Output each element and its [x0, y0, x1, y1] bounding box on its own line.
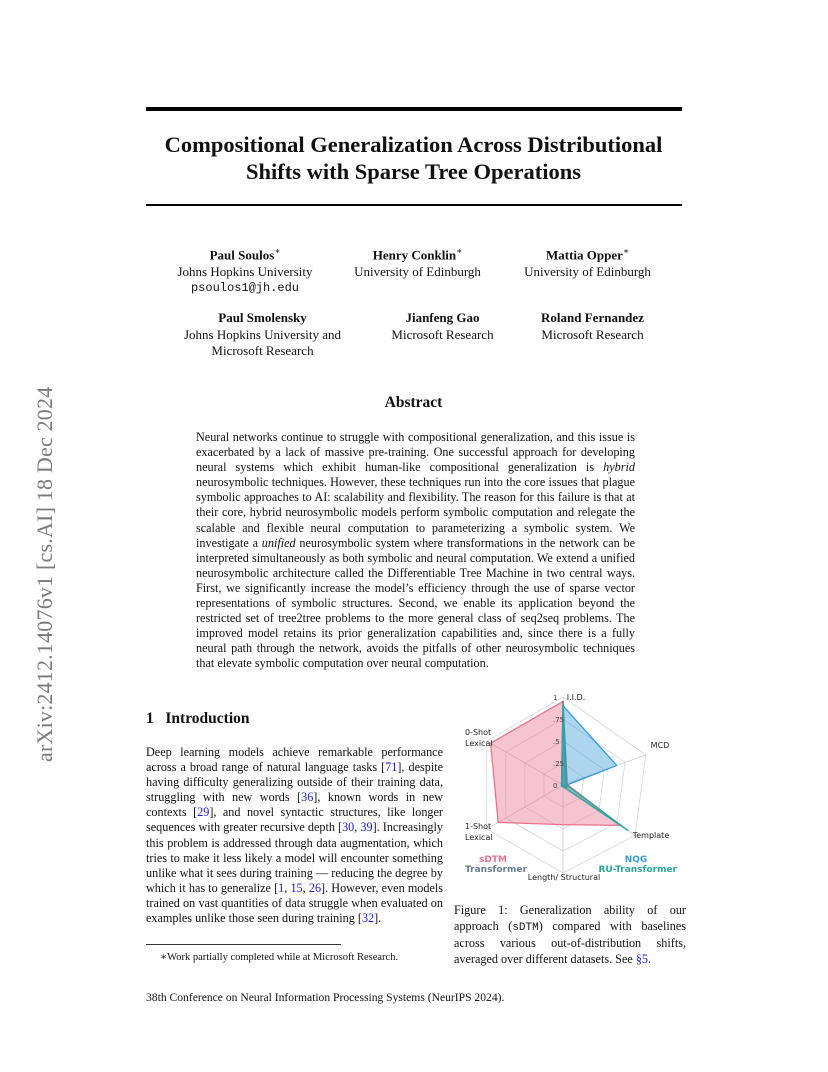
abstract-span: neurosymbolic techniques. However, these techniques run into the core issues that plague symbolic approaches to AI: scalability and flexibility. The reason for this failure is that at their core, hybrid neurosymbolic models perform symbolic computation and relegate the scalable and flexible neural computation to parameterizing a symbolic system. We investigate a [196, 475, 635, 550]
axis-label: Lexical [465, 739, 493, 748]
author-name: Roland Fernandez [541, 310, 644, 325]
intro-span: , [284, 880, 291, 895]
axis-label: MCD [650, 741, 670, 750]
author-gao [370, 310, 515, 343]
intro-span: ]. However, even models trained on vast quantities of data struggle when evaluated on examples unlike those seen during training [ [146, 880, 444, 926]
caption-code: sDTM [512, 921, 539, 934]
abstract-emphasis: unified [261, 535, 296, 550]
title-top-rule [146, 107, 682, 111]
citation-link[interactable]: 30 [342, 820, 355, 835]
legend-entry: NQG [624, 855, 648, 865]
intro-span: ]. [374, 911, 382, 926]
author-name: Jianfeng Gao [405, 310, 480, 325]
equal-contrib-mark: ∗ [456, 246, 463, 256]
title-line-2: Shifts with Sparse Tree Operations [245, 159, 582, 184]
author-affiliation: University of Edinburgh [524, 263, 651, 279]
author-name: Paul Smolensky [218, 310, 307, 325]
author-affiliation: Johns Hopkins University [177, 263, 313, 279]
axis-label: 0-Shot [465, 728, 492, 737]
paper-title [145, 131, 682, 185]
intro-span: , [354, 820, 361, 835]
abstract-span: neurosymbolic system where transformations in the network can be interpreted simultaneously as both symbolic and neural computation. We extend a unified neurosymbolic architecture called the Differentiable Tree Machine in two central ways. First, we significantly increase the model’s efficiency through the use of sparse vector representations of symbolic structures. Second, we enable its application beyond the restricted set of tree2tree problems to the more general class of seq2seq problems. The improved model retains its prior generalization capabilities and, since there is a fully neural path through the network, avoids the pitfalls of other neurosymbolic techniques that elevate symbolic computation over neural computation. [196, 535, 635, 671]
intro-paragraph [146, 745, 443, 926]
title-bottom-rule [146, 204, 682, 206]
ring-label: .5 [553, 738, 560, 746]
caption-span: Figure 1: Generalization ability of our approach ( [454, 903, 686, 933]
title-line-1: Compositional Generalization Across Distributional [164, 132, 663, 157]
abstract-heading: Abstract [384, 394, 443, 411]
citation-link[interactable]: 26 [308, 880, 322, 895]
footnote: ∗Work partially completed while at Microsoft Research. [160, 952, 399, 963]
author-name: Mattia Opper [545, 247, 623, 263]
ring-label: .75 [553, 716, 565, 724]
abstract-text [196, 430, 635, 672]
figure-caption [454, 903, 686, 967]
axis-label: Template [632, 831, 670, 840]
legend-entry: RU-Transformer [598, 865, 677, 875]
section-number: 1 [146, 710, 154, 727]
series-nqg [561, 706, 616, 787]
legend-entry: Transformer [465, 865, 527, 875]
axis-label: Lexical [465, 833, 493, 842]
citation-link[interactable]: 39 [360, 820, 373, 835]
intro-span: ], known words in new contexts [ [146, 790, 444, 820]
ring-label: 0 [553, 782, 558, 790]
citation-link[interactable]: 15 [290, 880, 303, 895]
footnote-rule [146, 944, 341, 945]
equal-contrib-mark: ∗ [622, 246, 630, 256]
arxiv-stamp: arXiv:2412.14076v1 [cs.AI] 18 Dec 2024 [32, 386, 57, 762]
section-heading [146, 710, 250, 728]
radar-legend [465, 855, 678, 888]
abstract-span: Neural networks continue to struggle with compositional generalization, and this issue is exacerbated by a lack of massive pre-training. One successful approach for developing neural systems which exhibit human-like compositional generalization is [196, 430, 635, 475]
author-conklin [340, 243, 495, 280]
axis-label: Length/ Structural [527, 873, 601, 882]
author-soulos [165, 243, 325, 297]
author-affiliation: University of Edinburgh [354, 263, 481, 279]
citation-link[interactable]: 1 [278, 880, 285, 895]
venue-footer: 38th Conference on Neural Information Processing Systems (NeurIPS 2024). [146, 991, 505, 1004]
intro-span: ], despite having difficulty generalizing outside of their training data, struggling with new words [ [146, 760, 443, 805]
author-name: Henry Conklin [372, 247, 457, 263]
citation-link[interactable]: 71 [385, 760, 398, 775]
ring-label: 1 [553, 694, 558, 702]
author-name: Paul Soulos [209, 247, 275, 263]
intro-span: Deep learning models achieve remarkable performance across a broad range of natural language tasks [ [146, 745, 443, 775]
legend-entry: sDTM [479, 855, 507, 865]
abstract-emphasis: hybrid [603, 460, 635, 475]
citation-link[interactable]: 36 [301, 790, 314, 805]
citation-link[interactable]: 29 [197, 805, 210, 820]
caption-span: . [648, 951, 652, 966]
author-affiliation: Microsoft Research [541, 326, 644, 342]
author-fernandez [520, 310, 665, 343]
author-affiliation: Microsoft Research [211, 343, 314, 358]
citation-link[interactable]: 32 [361, 911, 375, 926]
intro-span: ], and novel syntactic structures, like longer sequences with greater recursive depth [ [146, 805, 443, 835]
caption-span: ) compared with baselines across various out-of-distribution shifts, averaged over different datasets. See [454, 918, 686, 966]
author-opper [510, 243, 665, 280]
ring-label: .25 [553, 760, 565, 768]
section-ref-link[interactable]: §5 [635, 951, 649, 966]
author-smolensky [170, 310, 355, 360]
intro-span: ]. Increasingly this problem is addressed through data augmentation, which tries to make it less likely a model will encounter something unlike what it sees during training — reducing the degree by which it has to generalize [ [146, 820, 443, 895]
author-affiliation: Johns Hopkins University and [183, 326, 342, 342]
equal-contrib-mark: ∗ [274, 246, 281, 256]
axis-label: 1-Shot [465, 822, 492, 831]
radar-chart [455, 688, 687, 888]
author-affiliation: Microsoft Research [391, 326, 494, 342]
author-email: psoulos1@jh.edu [190, 281, 300, 296]
section-title: Introduction [165, 710, 250, 727]
intro-span: , [302, 880, 309, 895]
axis-label: I.I.D. [566, 693, 586, 702]
